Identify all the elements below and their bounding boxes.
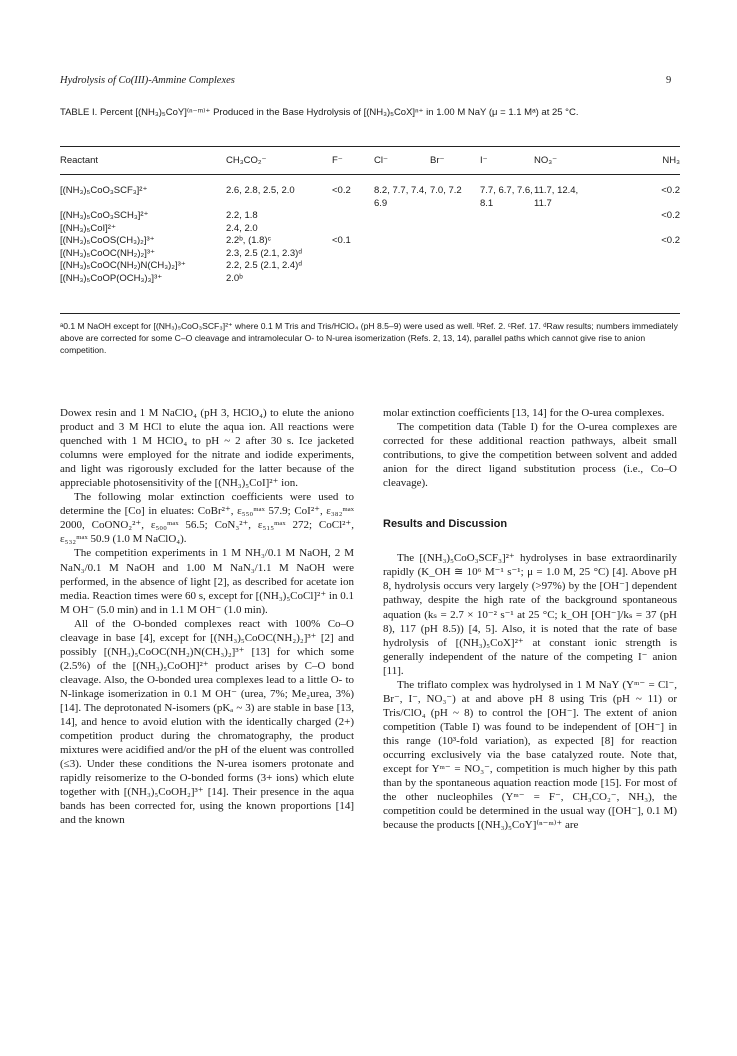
table-cell [430,235,480,248]
table-cell [430,248,480,261]
column-header: NH₃ [662,155,680,166]
table-row [60,248,680,261]
table-cell: [(NH₃)₅CoI]²⁺ [60,222,116,234]
results-table [60,152,680,285]
table-cell [430,210,480,223]
table-cell [332,248,374,261]
paragraph: molar extinction coefficients [13, 14] for the O-urea complexes. [383,407,665,419]
table-cell [598,273,680,286]
table-cell [374,273,430,286]
table-cell: [(NH₃)₅CoO₃SCF₃]²⁺ [60,185,148,196]
table-bottom-rule [60,313,680,314]
table-row [60,223,680,236]
section-heading: Results and Discussion [383,518,508,531]
table-cell: 2.2ᵇ, (1.8)ᶜ [226,235,271,246]
table-cell [534,248,598,261]
table-cell: 2.0ᵇ [226,272,243,284]
table-cell: [(NH₃)₅CoOC(NH₂)₂]³⁺ [60,247,156,259]
table-cell: <0.2 [661,210,680,221]
table-cell [534,210,598,223]
table-footnotes: ᵃ0.1 M NaOH except for [(NH₃)₅CoO₃SCF₃]²⁺ where 0.1 M Tris and Tris/HClO₄ (pH 8.5–9) were used as well. ᵇRef. 2. ᶜRef. 17. ᵈRaw results; numbers immediately above are corrected for some C–O cleavage and intramolecular O- to N-urea isomerization (Refs. 2, 13, 14), parallel paths which cannot give rise to anion competition. [60,321,678,355]
page-number: 9 [666,75,672,86]
column-header: Reactant [60,155,99,166]
table-cell [332,223,374,236]
table-cell: <0.1 [332,235,351,246]
table-cell [374,223,430,236]
table-cell [598,248,680,261]
table-row [60,235,680,248]
paragraph: The following molar extinction coefficients were used to determine the [Co] in eluates: CoBr²⁺, ε₅₅₀ᵐᵃˣ 57.9; CoI²⁺, ε₃₈₂ᵐᵃˣ 2000, CoONO₂²⁺, ε₅₀₀ᵐᵃˣ 56.5; CoN₃²⁺, ε₅₁₅ᵐᵃˣ 272; CoCl²⁺, ε₅₃₂ᵐᵃˣ 50.9 (1.0 M NaClO₄). [60,491,354,546]
table-cell [598,260,680,273]
column-header: CH₃CO₂⁻ [226,155,267,166]
table-cell: 7.7, 6.7, 7.6, 8.1 [480,185,533,209]
paragraph: The triflato complex was hydrolysed in 1 M NaY (Yᵐ⁻ = Cl⁻, Br⁻, I⁻, NO₃⁻) at and above pH 8 using Tris (pH ~ 11) or Tris/ClO₄ (pH ~ 8) to control the [OH⁻]. The extent of anion competition (Table I) was found to be independent of [OH⁻] in this range (10³-fold variation), as expected [8] for reaction occurring exclusively via the base catalyzed route. Note that, except for Yᵐ⁻ = NO₃⁻, competition is much higher by this path than by the spontaneous aquation reaction mode [15]. For most of the other nucleophiles (Yᵐ⁻ = F⁻, CH₃CO₂⁻, NH₃), the competition could be determined in the usual way ([OH⁻], 0.1 M) because the products [(NH₃)₅CoY]⁽ⁿ⁻ᵐ⁾⁺ are [383,678,677,832]
table-cell [430,260,480,273]
table-cell [374,248,430,261]
table-cell: [(NH₃)₅CoO₃SCH₃]²⁺ [60,210,149,221]
table-cell [374,210,430,223]
column-header: NO₃⁻ [534,155,558,166]
table-cell [480,210,534,223]
table-cell: <0.2 [661,235,680,246]
right-column [383,406,677,832]
table-row [60,260,680,273]
table-caption: TABLE I. Percent [(NH₃)₅CoY]⁽ⁿ⁻ᵐ⁾⁺ Produced in the Base Hydrolysis of [(NH₃)₅CoX]ⁿ⁺ in 1.00 M NaY (μ = 1.1 Mᵃ) at 25 °C. [60,107,579,118]
table-cell: 2.4, 2.0 [226,222,258,234]
table-cell: 2.6, 2.8, 2.5, 2.0 [226,185,295,196]
table-cell [332,260,374,273]
table-cell [598,223,680,236]
table-cell [480,223,534,236]
table-top-rule [60,146,680,147]
table-cell [374,260,430,273]
table-cell: 2.2, 2.5 (2.1, 2.4)ᵈ [226,260,302,271]
paragraph: The competition data (Table I) for the O-urea complexes are corrected for these additional reaction pathways, albeit small contributions, to give the competition between solvent and added anion for the direct ligand substitution process (i.e., Co–O cleavage). [383,421,677,490]
table-cell [374,235,430,248]
table-cell: 7.0, 7.2 [430,185,462,196]
table-cell: [(NH₃)₅CoOP(OCH₃)₃]³⁺ [60,272,163,284]
table-cell [332,210,374,223]
paragraph: Dowex resin and 1 M NaClO₄ (pH 3, HClO₄) to elute the aniono product and 3 M HCl to elute the aqua ion. All reactions were quenched with 1 M HClO₄ to pH ~ 2 after 30 s. Ice jacketed columns were employed for the nitrate and iodide experiments, and light was rigorously excluded for the latter because of the appreciable photosensitivity of the [(NH₃)₅CoI]²⁺ ion. [60,407,354,490]
table-cell [430,223,480,236]
paragraph: All of the O-bonded complexes react with 100% Co–O cleavage in base [4], except for [(NH₃)₅CoOC(NH₂)₂]³⁺ [2] and possibly [(NH₃)₅CoOC(NH₂)N(CH₃)₂]³⁺ [13] for which some (2.5%) of the [(NH₃)₅CoOH]²⁺ product arises by C–O bond cleavage. Also, the O-bonded urea complexes lead to a little O- to N-linkage isomerization in 0.1 M OH⁻ (urea, 7%; Me₂urea, 3%) [14]. The deprotonated N-isomers (pKₐ ~ 3) are stable in base [13, 14], and hence to avoid elution with the identically charged (2+) competition product during the chromatography, the product mixtures were acidified and/or the pH of the eluent was controlled (≤3). Under these conditions the N-urea isomers protonate and rapidly reisomerize to the O-bonded forms (3+ ions) which elute together with [(NH₃)₅CoOH₂]³⁺ [14]. Their presence in the aqua bands has been corrected for, using the known proportions [14] and the known [60,617,354,827]
paragraph: The competition experiments in 1 M NH₃/0.1 M NaOH, 2 M NaN₃/0.1 M NaOH and 1.00 M NaN₃/1.1 M NaOH were performed, in the absence of light [2], as described for acetate ion media. Reaction times were 60 s, except for [(NH₃)₅CoCl]²⁺ in 0.1 M OH⁻ (5.0 min) and in 1.1 M OH⁻ (1.0 min). [60,547,354,616]
table-cell [332,273,374,286]
column-header: F⁻ [332,155,343,166]
paragraph: The [(NH₃)₅CoO₃SCF₃]²⁺ hydrolyses in base extraordinarily rapidly (K_OH ≅ 10⁶ M⁻¹ s⁻¹; μ = 1.0 M, 25 °C) [4]. Above pH 8, hydrolysis occurs very largely (>97%) by the [OH⁻] dependent pathway, despite the high rate of the background spontaneous aquation (kₛ = 2.7 × 10⁻² s⁻¹ at 25 °C; k_OH [OH⁻]/kₛ = 37 (pH 8), 117 (pH 8.5)) [4, 5]. Also, it is noted that the rate of base hydrolysis of [(NH₃)₅CoX]²⁺ at constant ionic strength is generally independent of the nature of the competing I⁻ anion [11]. [383,552,677,677]
table-cell [480,248,534,261]
table-cell [534,223,598,236]
table-cell [534,260,598,273]
table-row [60,210,680,223]
table-cell: [(NH₃)₅CoOC(NH₂)N(CH₃)₂]³⁺ [60,260,186,271]
table-row [60,174,680,210]
table-cell: 11.7, 12.4, 11.7 [534,185,579,209]
table-cell: 8.2, 7.7, 7.4, 6.9 [374,185,427,209]
column-header: I⁻ [480,155,488,166]
table-cell: <0.2 [332,185,351,196]
left-column [60,406,354,827]
table-cell [480,260,534,273]
table-cell: <0.2 [661,185,680,196]
table-row [60,273,680,286]
table-cell [534,273,598,286]
table-cell: 2.3, 2.5 (2.1, 2.3)ᵈ [226,247,302,259]
table-cell [430,273,480,286]
table-cell [534,235,598,248]
table-cell: 2.2, 1.8 [226,210,258,221]
table-cell [480,273,534,286]
table-cell: [(NH₃)₅CoOS(CH₃)₂]³⁺ [60,235,155,246]
column-header: Cl⁻ [374,155,388,166]
column-header: Br⁻ [430,155,445,166]
table-header-row [60,152,680,174]
table-cell [480,235,534,248]
running-title: Hydrolysis of Co(III)-Ammine Complexes [60,75,235,86]
